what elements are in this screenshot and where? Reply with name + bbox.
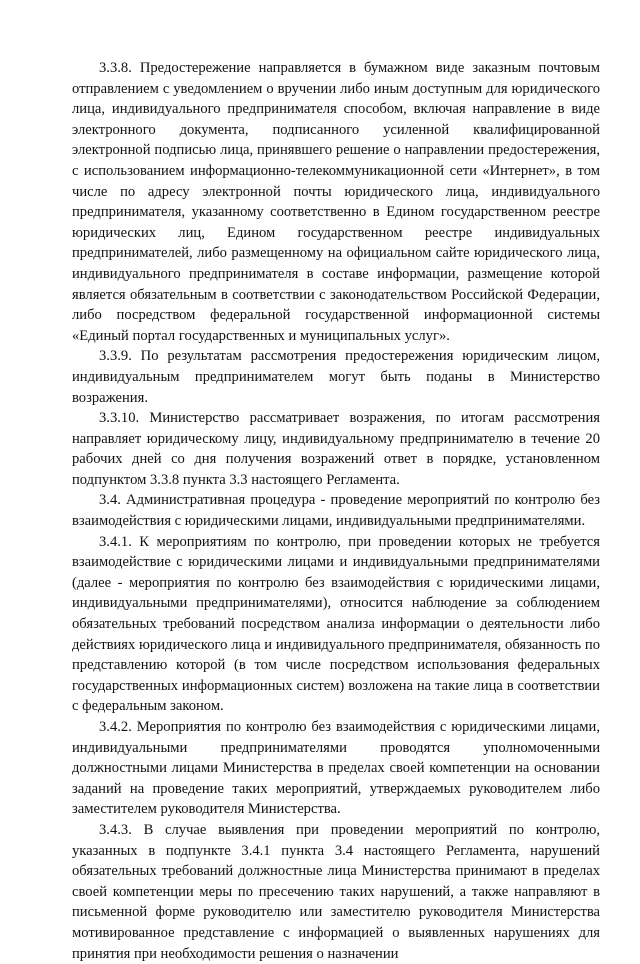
paragraph-3-3-8: 3.3.8. Предостережение направляется в бумажном виде заказным почтовым отправлением с уведомлением о вручении либо иным доступным для юридического лица, индивидуального предпринимателя способом, включая направление в виде электронного документа, подписанного усиленной квалифицированной электронной подписью лица, принявшего решение о направлении предостережения, с использованием информационно-телекоммуникационной сети «Интернет», в том числе по адресу электронной почты юридического лица, индивидуального предпринимателя, указанному соответственно в Едином государственном реестре юридических лиц, Едином государственном реестре индивидуальных предпринимателей, либо размещенному на официальном сайте юридического лица, индивидуального предпринимателя в составе информации, размещение которой является обязательным в соответствии с законодательством Российской Федерации, либо посредством федеральной государственной информационной системы «Единый портал государственных и муниципальных услуг». [72, 60, 600, 344]
paragraph-3-4-2: 3.4.2. Мероприятия по контролю без взаимодействия с юридическими лицами, индивидуальными предпринимателями проводятся уполномоченными должностными лицами Министерства в пределах своей компетенции на основании заданий на проведение таких мероприятий, утверждаемых руководителем либо заместителем руководителя Министерства. [72, 719, 600, 818]
paragraph-3-4-1: 3.4.1. К мероприятиям по контролю, при проведении которых не требуется взаимодействие с юридическими лицами и индивидуальными предпринимателями (далее - мероприятия по контролю без взаимодействия с юридическими лицами, индивидуальными предпринимателями), относится наблюдение за соблюдением обязательных требований посредством анализа информации о деятельности либо действиях юридического лица и индивидуального предпринимателя, обязанность по представлению которой (в том числе посредством использования федеральных государственных информационных систем) возложена на такие лица в соответствии с федеральным законом. [72, 533, 600, 715]
paragraph-3-3-9: 3.3.9. По результатам рассмотрения предостережения юридическим лицом, индивидуальным предпринимателем могут быть поданы в Министерство возражения. [72, 348, 600, 406]
paragraph-3-4: 3.4. Административная процедура - проведение мероприятий по контролю без взаимодействия с юридическими лицами, индивидуальными предпринимателями. [72, 492, 600, 530]
document-body [72, 58, 600, 964]
paragraph-3-4-3: 3.4.3. В случае выявления при проведении мероприятий по контролю, указанных в подпункте 3.4.1 пункта 3.4 настоящего Регламента, нарушений обязательных требований должностные лица Министерства принимают в пределах своей компетенции меры по пресечению таких нарушений, а также направляют в письменной форме руководителю или заместителю руководителя Министерства мотивированное представление с информацией о выявленных нарушениях для принятия при необходимости решения о назначении [72, 821, 600, 962]
paragraph-3-3-10: 3.3.10. Министерство рассматривает возражения, по итогам рассмотрения направляет юридическому лицу, индивидуальному предпринимателю в течение 20 рабочих дней со дня получения возражений ответ в порядке, установленном подпунктом 3.3.8 пункта 3.3 настоящего Регламента. [72, 410, 600, 488]
